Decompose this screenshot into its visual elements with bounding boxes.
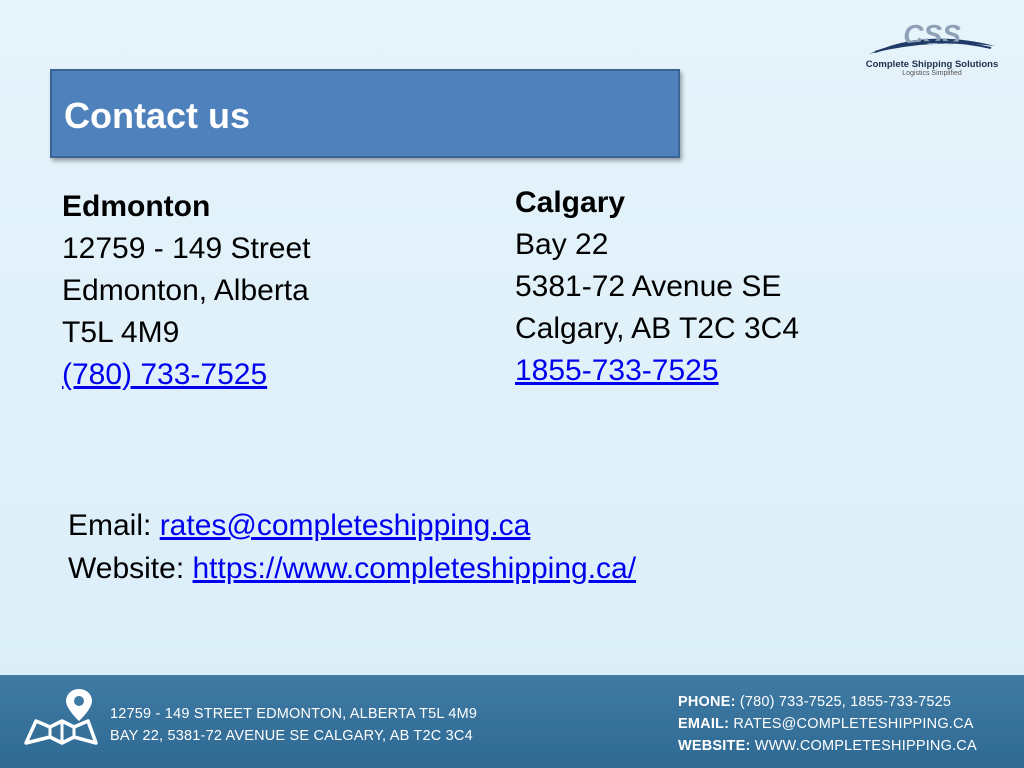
footer-contact-info bbox=[678, 691, 977, 757]
office-calgary bbox=[515, 182, 799, 392]
footer-email-value: RATES@COMPLETESHIPPING.CA bbox=[729, 716, 974, 732]
footer-addresses bbox=[110, 703, 477, 747]
office-name: Calgary bbox=[515, 186, 626, 219]
email-link[interactable]: rates@completeshipping.ca bbox=[159, 509, 531, 542]
logo-brand: Complete Shipping Solutions bbox=[865, 59, 999, 70]
address-line: Calgary, AB T2C 3C4 bbox=[515, 312, 800, 345]
address-line: Edmonton, Alberta bbox=[62, 274, 309, 307]
map-pin-icon bbox=[22, 687, 100, 749]
address-line: 5381-72 Avenue SE bbox=[515, 270, 782, 303]
footer-phone-value: (780) 733-7525, 1855-733-7525 bbox=[735, 694, 952, 710]
office-name: Edmonton bbox=[62, 190, 211, 223]
address-line: Bay 22 bbox=[515, 228, 609, 261]
website-label: Website: bbox=[68, 552, 193, 585]
page-title: Contact us bbox=[64, 95, 251, 136]
contact-details bbox=[68, 504, 636, 590]
office-edmonton bbox=[62, 186, 311, 396]
company-logo bbox=[862, 22, 1002, 84]
footer-website-value: WWW.COMPLETESHIPPING.CA bbox=[750, 738, 977, 754]
email-label: Email: bbox=[68, 509, 160, 542]
website-link[interactable]: https://www.completeshipping.ca/ bbox=[192, 552, 637, 585]
footer-address-edmonton: 12759 - 149 STREET EDMONTON, ALBERTA T5L 4M9 bbox=[110, 706, 478, 722]
footer-phone-label: PHONE: bbox=[678, 694, 736, 710]
footer-email-label: EMAIL: bbox=[678, 716, 730, 732]
postal-code: T5L 4M9 bbox=[62, 316, 180, 349]
phone-link-edmonton[interactable]: (780) 733-7525 bbox=[62, 358, 268, 391]
logo-letters: CSS bbox=[903, 22, 961, 50]
phone-link-calgary[interactable]: 1855-733-7525 bbox=[515, 354, 719, 387]
footer-address-calgary: BAY 22, 5381-72 AVENUE SE CALGARY, AB T2C 3C4 bbox=[110, 728, 473, 744]
address-line: 12759 - 149 Street bbox=[62, 232, 311, 265]
footer-website-label: WEBSITE: bbox=[678, 738, 751, 754]
logo-tagline: Logistics Simplified bbox=[902, 70, 962, 77]
title-banner bbox=[50, 69, 680, 158]
footer-bar bbox=[0, 675, 1024, 768]
css-logo-icon bbox=[865, 22, 999, 58]
